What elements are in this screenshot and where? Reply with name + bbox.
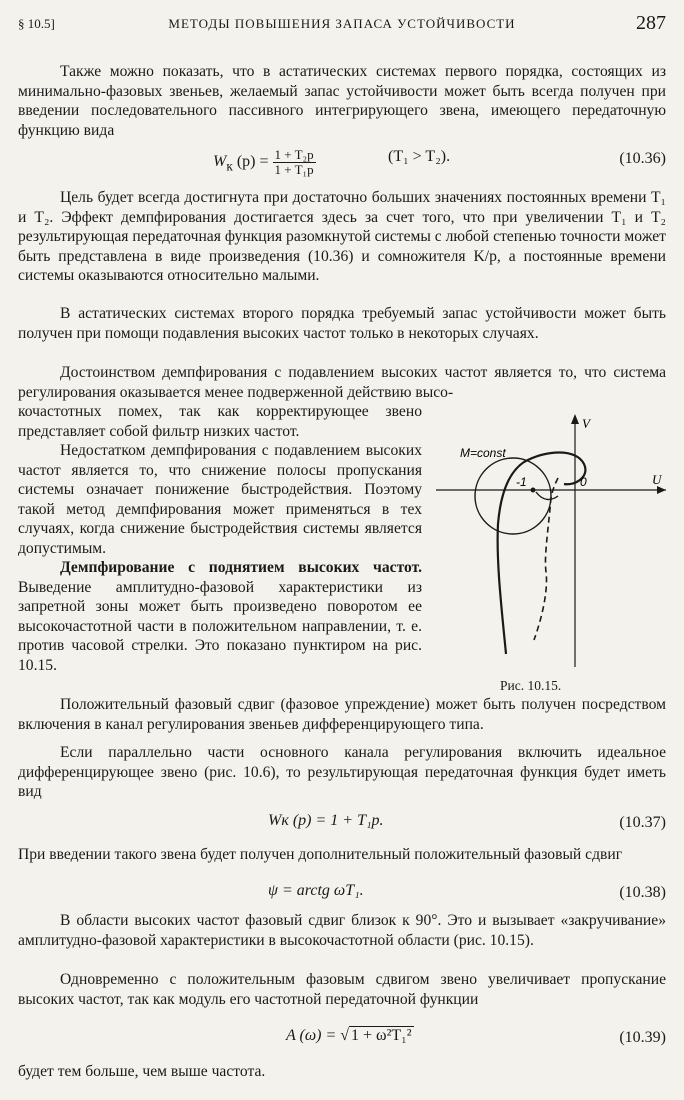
eq38-number: (10.38) xyxy=(619,884,666,901)
paragraph-12: будет тем больше, чем выше частота. xyxy=(18,1063,266,1080)
label-v: V xyxy=(582,416,590,431)
eq36-denominator: 1 + T₁p xyxy=(274,162,314,177)
paragraph-3: В астатических системах второго порядка требуемый запас устойчивости может быть получен при помощи подавления высоких частот только в некоторых случаях. xyxy=(18,305,666,342)
figure-caption: Рис. 10.15. xyxy=(500,678,562,693)
eq39-lhs: A (ω) = xyxy=(286,1027,341,1044)
p6-body: Выведение амплитудно-фазовой характеристики из запретной зоны может быть произведено поворотом ее высокочастотной части в положительном направлении, т. е. против часовой стрелки. Это показано пунктиром на рис. 10.15. xyxy=(18,578,422,674)
paragraph-11: Одновременно с положительным фазовым сдвигом звено увеличивает пропускание высоких частот, так как модуль его частотной передаточной функции xyxy=(18,971,666,1008)
paragraph-1: Также можно показать, что в астатических системах первого порядка, состоящих из минимально-фазовых звеньев, желаемый запас устойчивости может быть всегда получен при введении последовательного пассивного интегрирующего звена, имеющего передаточную функцию вида xyxy=(18,63,666,139)
p6-heading: Демпфирование с поднятием высоких частот. xyxy=(60,559,422,576)
eq39-number: (10.39) xyxy=(619,1029,666,1046)
afc-dashed-curve xyxy=(534,478,558,640)
paragraph-5: Недостатком демпфирования с подавлением высоких частот является то, что снижение полосы пропускания системы означает понижение быстродействия. Поэтому такой метод демпфирования может применяться в тех случаях, когда снижение быстродействия системы является допустимым. xyxy=(18,442,422,557)
section-ref: § 10.5] xyxy=(18,16,55,31)
eq36-lhs: W xyxy=(213,153,227,171)
label-zero: 0 xyxy=(580,475,587,489)
paragraph-4a: Достоинством демпфирования с подавлением высоких частот является то, что система регулирования оказывается менее подверженной действию высо- xyxy=(18,364,666,401)
v-axis-arrow xyxy=(571,414,579,424)
paragraph-7: Положительный фазовый сдвиг (фазовое упреждение) может быть получен посредством включения в канал регулирования звеньев дифференцирующего типа. xyxy=(18,696,666,733)
eq36-arg: (p) = xyxy=(232,153,273,171)
eq36-sub: к xyxy=(226,158,233,174)
eq36-number: (10.36) xyxy=(619,150,666,167)
equation-10-38 xyxy=(18,882,666,910)
eq37-number: (10.37) xyxy=(619,814,666,831)
eq36-fraction xyxy=(273,148,316,177)
eq36-numerator: 1 + T₂p xyxy=(274,147,314,162)
minus-one-point xyxy=(531,488,536,493)
equation-10-36 xyxy=(18,148,666,176)
equation-10-37 xyxy=(18,812,666,840)
equation-10-39 xyxy=(18,1027,666,1055)
paragraph-10: В области высоких частот фазовый сдвиг близок к 90°. Это и вызывает «закручивание» амплитудно-фазовой характеристики в высокочастотной области (рис. 10.15). xyxy=(18,912,666,949)
u-axis-arrow xyxy=(657,486,666,494)
sqrt-sign: √ xyxy=(340,1027,350,1044)
eq39-radicand: 1 + ω²T₁² xyxy=(351,1027,412,1044)
paragraph-6 xyxy=(18,558,422,675)
label-minus-one: -1 xyxy=(516,475,527,489)
label-m-const: M=const xyxy=(460,446,506,460)
running-header xyxy=(18,12,666,38)
paragraph-4b: кочастотных помех, так как корректирующее звено представляет собой фильтр низких частот. xyxy=(18,403,422,440)
eq36-condition: (T₁ > T₂). xyxy=(388,148,451,165)
paragraph-9: При введении такого звена будет получен дополнительный положительный фазовый сдвиг xyxy=(18,846,623,863)
eq38-text: ψ = arctg ωT₁. xyxy=(268,882,364,899)
figure-10-15 xyxy=(436,412,672,672)
afc-curve xyxy=(498,453,586,655)
label-u: U xyxy=(652,472,662,487)
inner-loop xyxy=(536,492,558,499)
header-title: МЕТОДЫ ПОВЫШЕНИЯ ЗАПАСА УСТОЙЧИВОСТИ xyxy=(168,16,516,31)
paragraph-8: Если параллельно части основного канала регулирования включить идеальное дифференцирующее звено (рис. 10.6), то результирующая передаточная функция будет иметь вид xyxy=(18,744,666,800)
paragraph-2: Цель будет всегда достигнута при достаточно больших значениях постоянных времени T₁ и T₂. Эффект демпфирования достигается здесь за счет того, что при увеличении T₁ и T₂ результирующая передаточная функция разомкнутой системы с любой степенью точности может быть представлена в виде произведения (10.36) и сомножителя K/p, а постоянные времени системы оказываются относительно малыми. xyxy=(18,189,666,284)
page-number: 287 xyxy=(636,12,666,34)
eq37-text: Wк (p) = 1 + T₁p. xyxy=(268,812,384,829)
